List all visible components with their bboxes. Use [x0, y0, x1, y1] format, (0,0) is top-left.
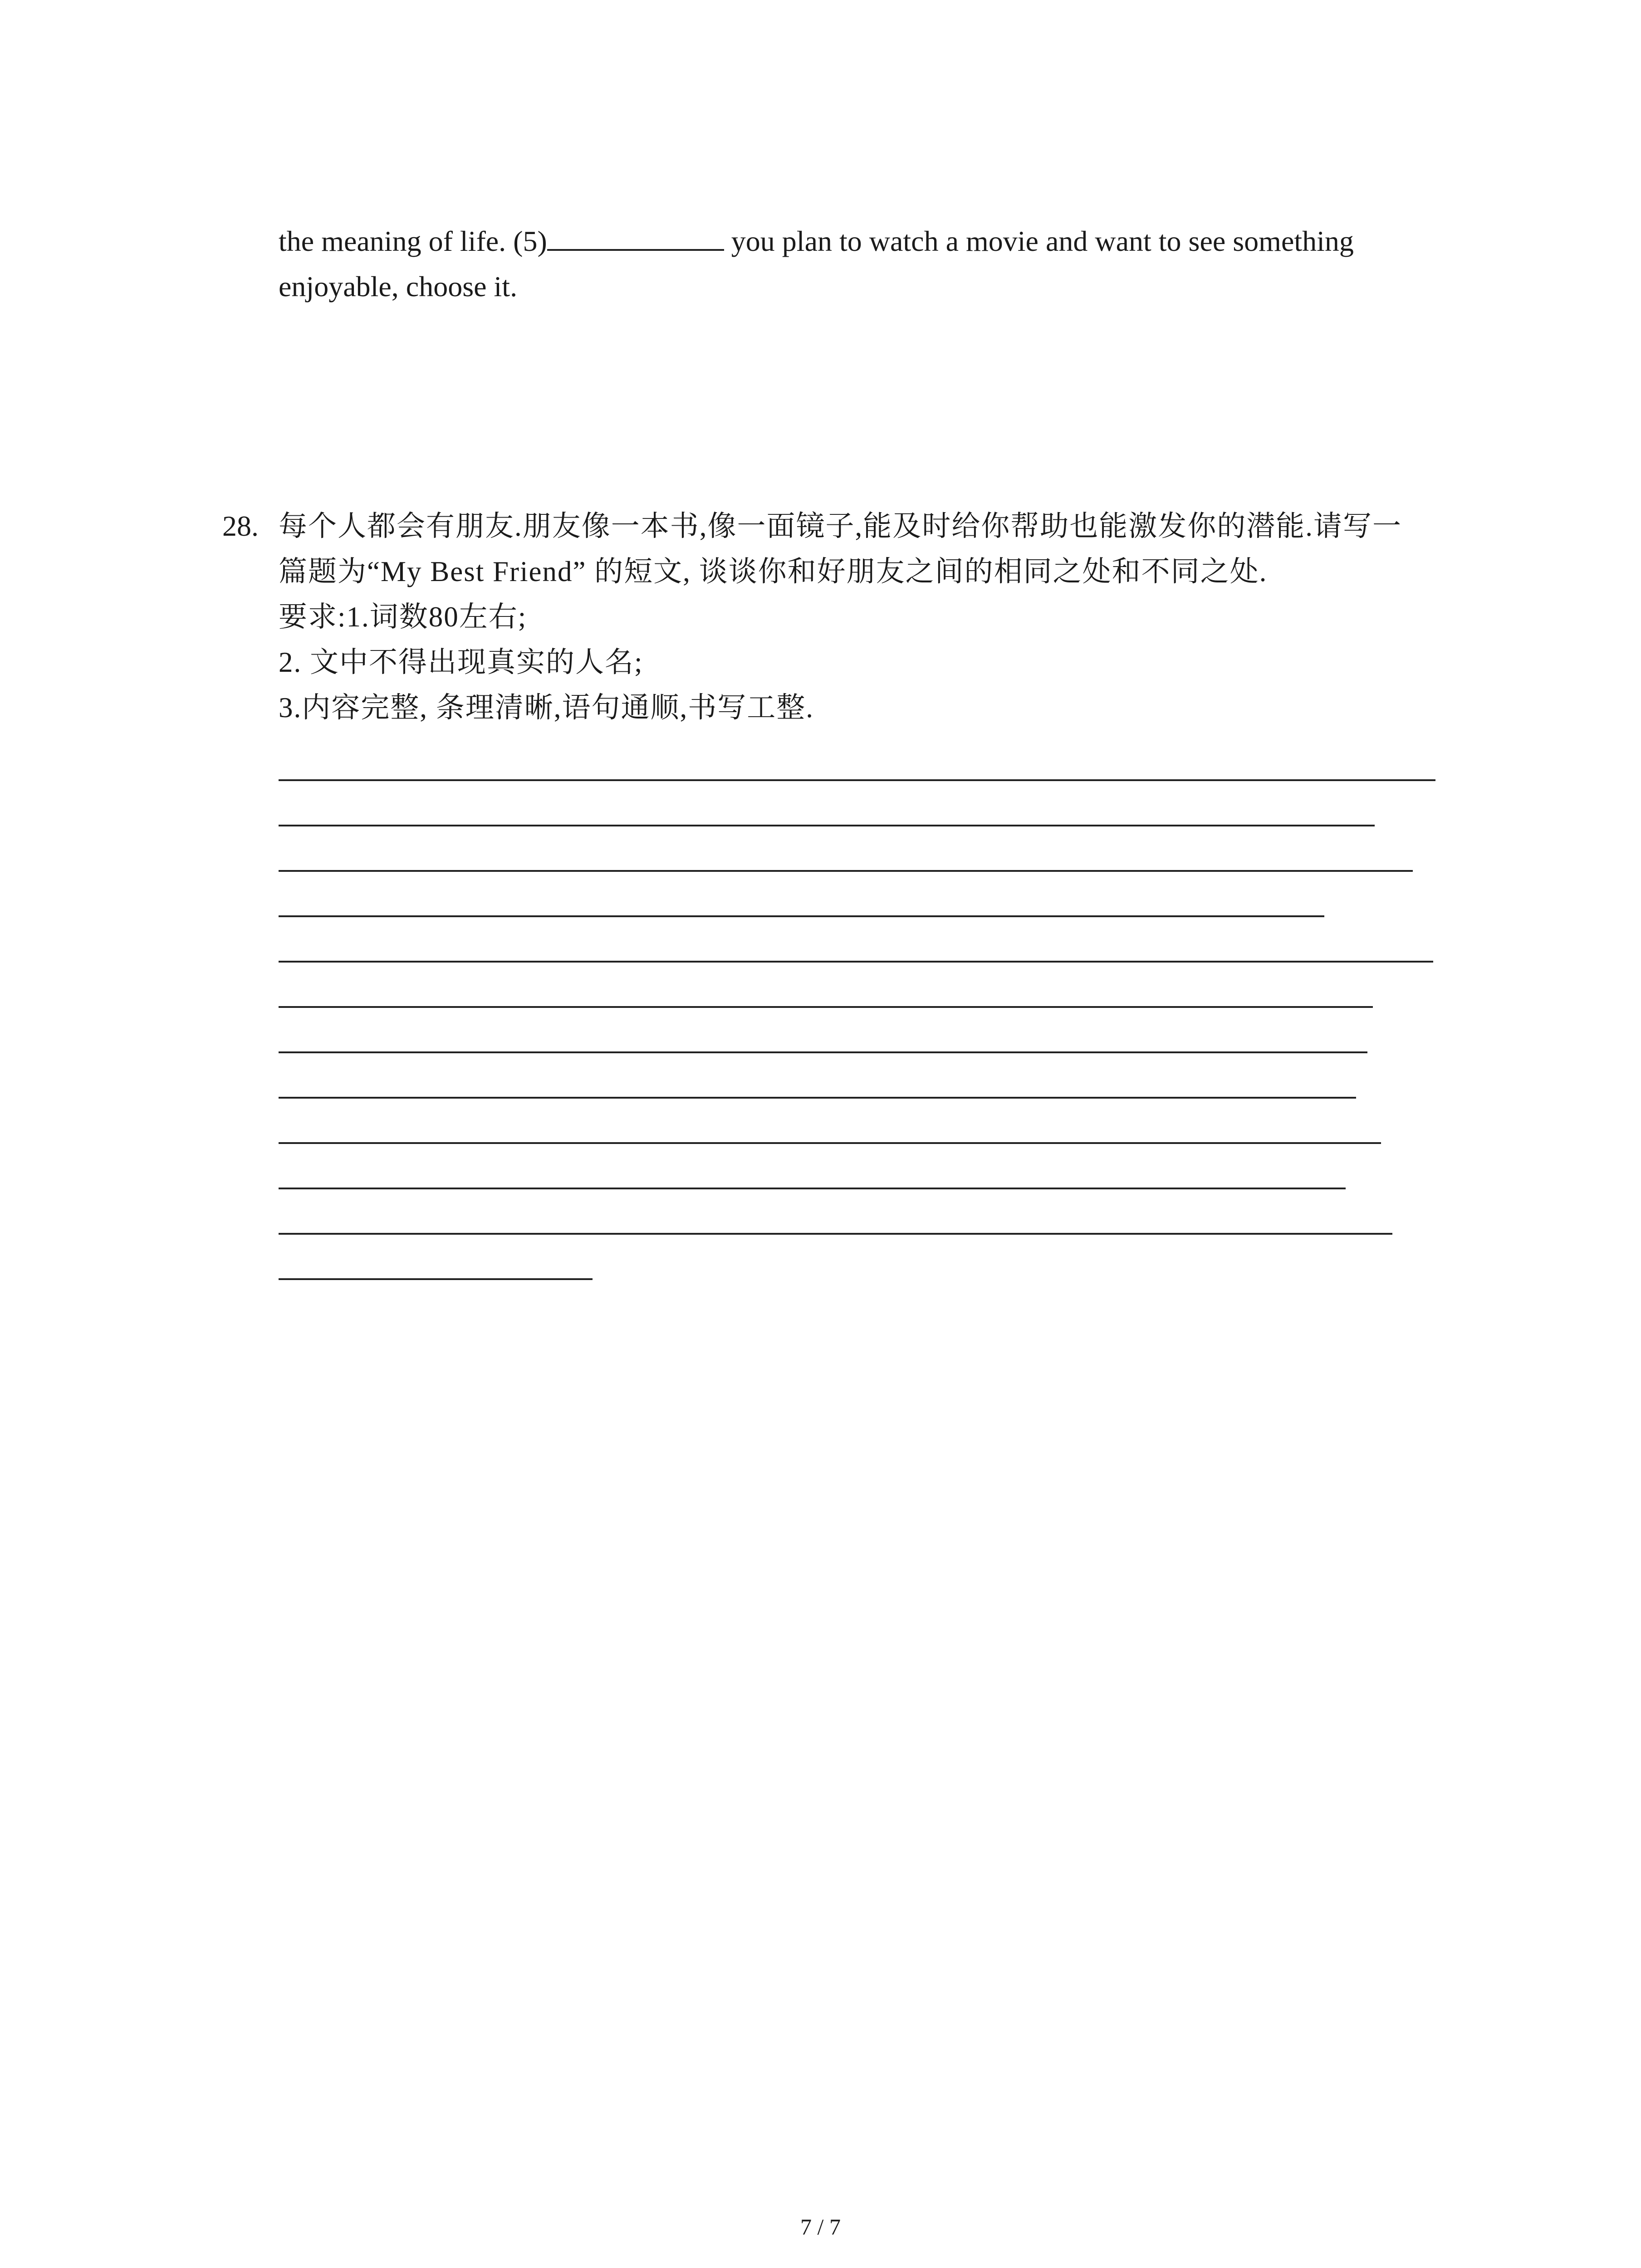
requirement-2: 2. 文中不得出现真实的人名;: [279, 646, 643, 678]
question-prompt-line-1: 每个人都会有朋友.朋友像一本书,像一面镜子,能及时给你帮助也能激发你的潜能.请写一: [279, 510, 1402, 542]
writing-line[interactable]: [279, 870, 1413, 872]
question-prompt-line-2: 篇题为“My Best Friend” 的短文, 谈谈你和好朋友之间的相同之处和不同之处.: [279, 556, 1268, 587]
answer-blank-5[interactable]: [547, 222, 724, 251]
writing-line[interactable]: [279, 1097, 1356, 1099]
writing-line[interactable]: [279, 1188, 1346, 1189]
passage-line-1-after: you plan to watch a movie and want to see something: [724, 225, 1354, 257]
writing-line[interactable]: [279, 1233, 1392, 1235]
requirement-1: 要求:1.词数80左右;: [279, 601, 527, 633]
requirement-3: 3.内容完整, 条理清晰,语句通顺,书写工整.: [279, 692, 814, 723]
writing-line[interactable]: [279, 1051, 1367, 1053]
writing-line[interactable]: [279, 779, 1435, 781]
writing-line[interactable]: [279, 915, 1324, 917]
passage-line-2: enjoyable, choose it.: [279, 270, 518, 303]
writing-line[interactable]: [279, 825, 1375, 826]
passage-line-1: [279, 219, 1354, 264]
passage-line-1-before: the meaning of life. (5): [279, 225, 547, 257]
writing-line[interactable]: [279, 1278, 593, 1280]
writing-line[interactable]: [279, 961, 1433, 963]
question-number: 28.: [222, 510, 259, 542]
writing-line[interactable]: [279, 1006, 1373, 1008]
writing-line[interactable]: [279, 1142, 1381, 1144]
page-number: 7 / 7: [800, 2214, 841, 2239]
